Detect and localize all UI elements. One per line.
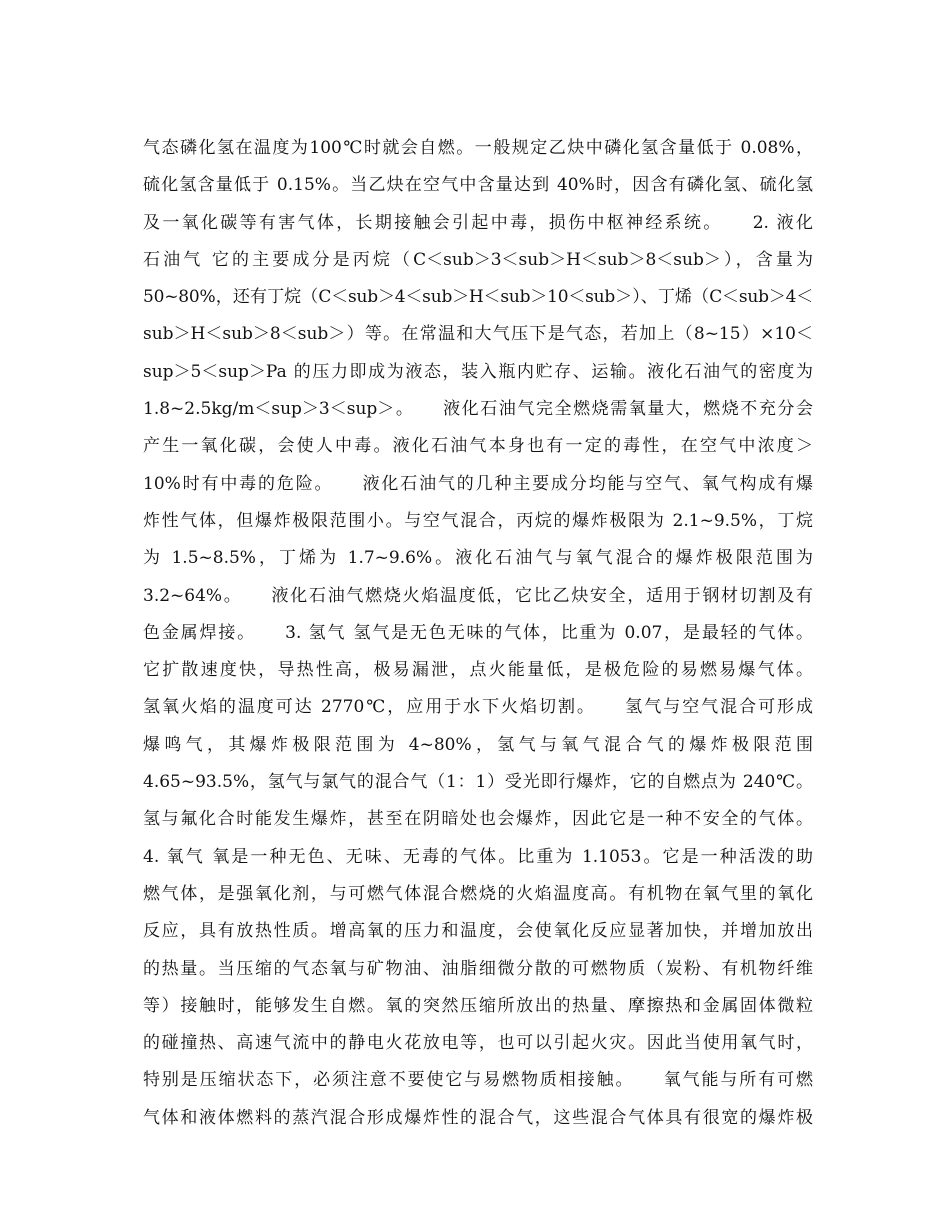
text-line: 的碰撞热、高速气流中的静电火花放电等，也可以引起火灾。因此当使用氧气时， <box>143 1033 813 1054</box>
text-line: 4.65~93.5%，氢气与氯气的混合气（1：1）受光即行爆炸，它的自燃点为 240℃。 <box>143 772 813 793</box>
text-line: 气体和液体燃料的蒸汽混合形成爆炸性的混合气，这些混合气体具有很宽的爆炸极 <box>143 1107 813 1128</box>
text-line: sub＞H＜sub＞8＜sub＞）等。在常温和大气压下是气态，若加上（8~15）×10＜ <box>143 324 813 345</box>
text-line: 色金属焊接。 3. 氢气 氢气是无色无味的气体，比重为 0.07，是最轻的气体。 <box>143 622 813 643</box>
text-line: 石油气 它的主要成分是丙烷（C＜sub＞3＜sub＞H＜sub＞8＜sub＞），含量为 <box>143 249 813 270</box>
text-line: 3.2~64%。 液化石油气燃烧火焰温度低，它比乙炔安全，适用于钢材切割及有 <box>143 585 813 606</box>
text-line: 4. 氧气 氧是一种无色、无味、无毒的气体。比重为 1.1053。它是一种活泼的助 <box>143 846 813 867</box>
text-line: 等）接触时，能够发生自燃。氧的突然压缩所放出的热量、摩擦热和金属固体微粒 <box>143 995 813 1016</box>
text-line: 为 1.5~8.5%，丁烯为 1.7~9.6%。液化石油气与氧气混合的爆炸极限范围为 <box>143 548 813 569</box>
text-line: 反应，具有放热性质。增高氧的压力和温度，会使氧化反应显著加快，并增加放出 <box>143 921 813 942</box>
text-line: 1.8~2.5kg/m＜sup＞3＜sup＞。 液化石油气完全燃烧需氧量大，燃烧不充分会 <box>143 399 813 420</box>
text-line: 产生一氧化碳，会使人中毒。液化石油气本身也有一定的毒性，在空气中浓度＞ <box>143 436 813 457</box>
text-line: 爆鸣气，其爆炸极限范围为 4~80%，氢气与氧气混合气的爆炸极限范围 <box>143 734 813 755</box>
text-line: 硫化氢含量低于 0.15%。当乙炔在空气中含量达到 40%时，因含有磷化氢、硫化氢 <box>143 175 813 196</box>
text-line: 10%时有中毒的危险。 液化石油气的几种主要成分均能与空气、氧气构成有爆 <box>143 473 813 494</box>
text-line: 50~80%，还有丁烷（C＜sub＞4＜sub＞H＜sub＞10＜sub＞）、丁烯（C＜sub＞4＜ <box>143 287 813 308</box>
text-line: 氢氧火焰的温度可达 2770℃，应用于水下火焰切割。 氢气与空气混合可形成 <box>143 697 813 718</box>
text-line: 燃气体，是强氧化剂，与可燃气体混合燃烧的火焰温度高。有机物在氧气里的氧化 <box>143 883 813 904</box>
text-line: 氢与氟化合时能发生爆炸，甚至在阴暗处也会爆炸，因此它是一种不安全的气体。 <box>143 809 813 830</box>
text-line: 的热量。当压缩的气态氧与矿物油、油脂细微分散的可燃物质（炭粉、有机物纤维 <box>143 958 813 979</box>
text-line: 炸性气体，但爆炸极限范围小。与空气混合，丙烷的爆炸极限为 2.1~9.5%，丁烷 <box>143 510 813 531</box>
text-line: sup＞5＜sup＞Pa 的压力即成为液态，装入瓶内贮存、运输。液化石油气的密度为 <box>143 361 813 382</box>
text-line: 及一氧化碳等有害气体，长期接触会引起中毒，损伤中枢神经系统。 2. 液化 <box>143 212 813 233</box>
text-line: 特别是压缩状态下，必须注意不要使它与易燃物质相接触。 氧气能与所有可燃 <box>143 1070 813 1091</box>
text-line: 气态磷化氢在温度为100℃时就会自燃。一般规定乙炔中磷化氢含量低于 0.08%， <box>143 138 813 158</box>
body-text <box>143 130 813 1137</box>
text-line: 它扩散速度快，导热性高，极易漏泄，点火能量低，是极危险的易燃易爆气体。 <box>143 660 813 681</box>
